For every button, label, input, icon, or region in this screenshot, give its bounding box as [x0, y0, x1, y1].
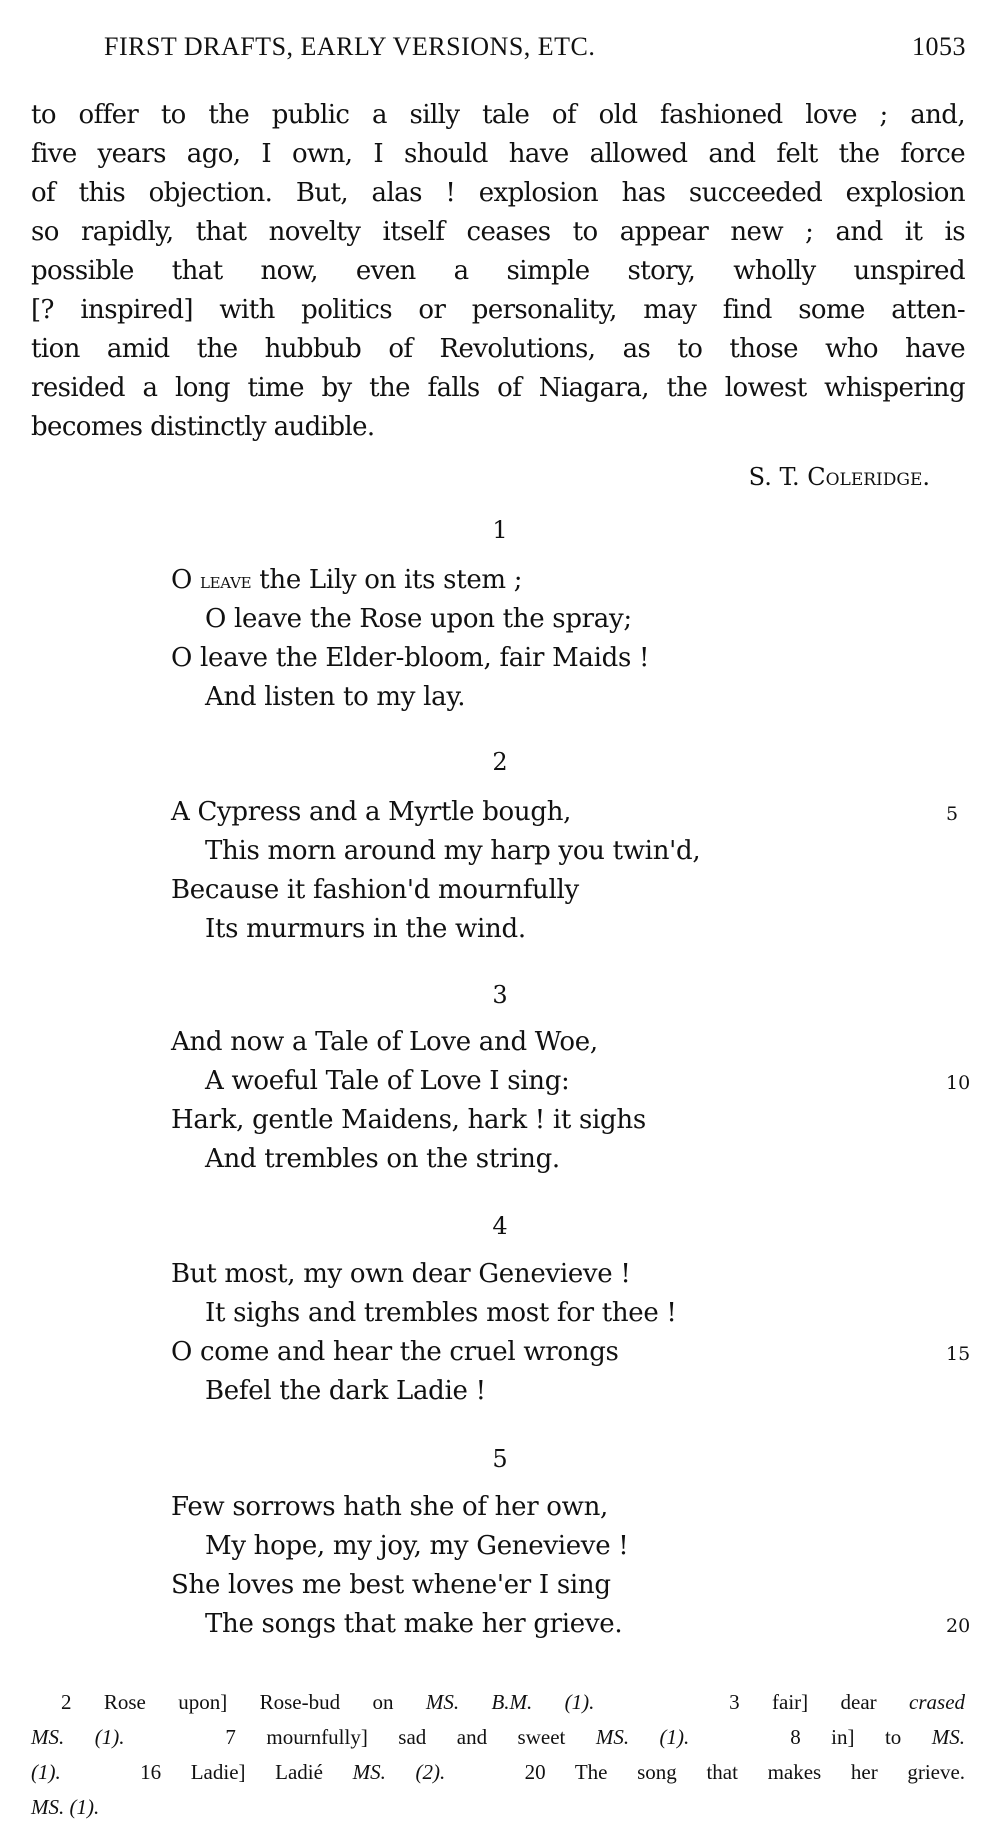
stanza-number: 5 — [492, 1445, 508, 1473]
running-header — [104, 32, 966, 62]
verse-first-word: O — [171, 565, 193, 595]
verse-small-caps: leave — [199, 569, 252, 594]
paragraph-line: [? inspired] with politics or personality, may find some atten- — [31, 295, 965, 325]
paragraph-line: resided a long time by the falls of Niagara, the lowest whispering — [31, 373, 965, 403]
verse-line: This morn around my harp you twin'd, — [205, 836, 701, 866]
stanza-number: 4 — [492, 1212, 508, 1240]
paragraph-line: of this objection. But, alas ! explosion has succeeded explosion — [31, 178, 965, 208]
footnote-source: (1). — [31, 1760, 61, 1784]
verse-line: O leave the Rose upon the spray; — [205, 604, 632, 634]
verse-line: O come and hear the cruel wrongs — [171, 1337, 619, 1367]
verse-line: Befel the dark Ladie ! — [205, 1376, 486, 1406]
verse-line: A woeful Tale of Love I sing: — [205, 1066, 570, 1096]
paragraph-line: possible that now, even a simple story, wholly unspired — [31, 256, 965, 286]
footnote-text: 16 Ladie] Ladié — [140, 1760, 323, 1784]
footnote-text: 3 fair] dear — [729, 1690, 877, 1714]
footnote-source: MS. (1). — [595, 1725, 690, 1749]
signature — [749, 463, 930, 491]
line-number: 5 — [946, 803, 959, 825]
paragraph-line: tion amid the hubbub of Revolutions, as to those who have — [31, 334, 965, 364]
verse-line: Because it fashion'd mournfully — [171, 875, 579, 905]
footnote-source: MS. (1). — [31, 1725, 125, 1749]
verse-line: The songs that make her grieve. — [205, 1609, 623, 1639]
line-number: 15 — [946, 1343, 971, 1365]
verse-line: But most, my own dear Genevieve ! — [171, 1259, 631, 1289]
footnote-line — [31, 1720, 965, 1755]
paragraph-line: so rapidly, that novelty itself ceases to appear new ; and it is — [31, 217, 965, 247]
footnote-text: 8 in] to — [790, 1725, 902, 1749]
verse-line: Its murmurs in the wind. — [205, 914, 526, 944]
stanza-number: 1 — [492, 516, 508, 544]
verse-line — [171, 563, 522, 599]
footnote-source: crased — [909, 1690, 966, 1714]
verse-line: And trembles on the string. — [205, 1144, 560, 1174]
stanza-number: 2 — [492, 748, 508, 776]
line-number: 20 — [946, 1615, 971, 1637]
footnote-source: MS. (2). — [352, 1760, 446, 1784]
verse-line: My hope, my joy, my Genevieve ! — [205, 1531, 629, 1561]
paragraph-line: five years ago, I own, I should have allowed and felt the force — [31, 139, 965, 169]
verse-line: And now a Tale of Love and Woe, — [171, 1027, 598, 1057]
line-number: 10 — [946, 1072, 971, 1094]
verse-line: And listen to my lay. — [205, 682, 466, 712]
paragraph-line: becomes distinctly audible. — [31, 412, 375, 442]
verse-line: A Cypress and a Myrtle bough, — [171, 797, 572, 827]
signature-initials: S. T. — [748, 463, 800, 491]
stanza-number: 3 — [492, 981, 508, 1009]
footnote-text: 2 Rose upon] Rose-bud on — [61, 1690, 394, 1714]
footnote-text: 20 The song that makes her grieve. — [524, 1760, 966, 1784]
paragraph-line: to offer to the public a silly tale of old fashioned love ; and, — [31, 100, 965, 130]
signature-name: Coleridge. — [807, 463, 930, 491]
verse-line: O leave the Elder-bloom, fair Maids ! — [171, 643, 650, 673]
verse-line: It sighs and trembles most for thee ! — [205, 1298, 677, 1328]
verse-line: Hark, gentle Maidens, hark ! it sighs — [171, 1105, 646, 1135]
verse-line: Few sorrows hath she of her own, — [171, 1492, 609, 1522]
header-title: FIRST DRAFTS, EARLY VERSIONS, ETC. — [104, 32, 596, 61]
verse-text: the Lily on its stem ; — [251, 565, 523, 595]
footnote-text: 7 mournfully] sad and sweet — [225, 1725, 566, 1749]
footnote-line — [31, 1685, 965, 1720]
page-number: 1053 — [912, 32, 966, 61]
verse-line: She loves me best whene'er I sing — [171, 1570, 611, 1600]
footnote-line — [31, 1755, 965, 1790]
footnote-source: MS. B.M. (1). — [425, 1690, 595, 1714]
footnote-source: MS. (1). — [31, 1795, 100, 1819]
footnote-source: MS. — [931, 1725, 966, 1749]
